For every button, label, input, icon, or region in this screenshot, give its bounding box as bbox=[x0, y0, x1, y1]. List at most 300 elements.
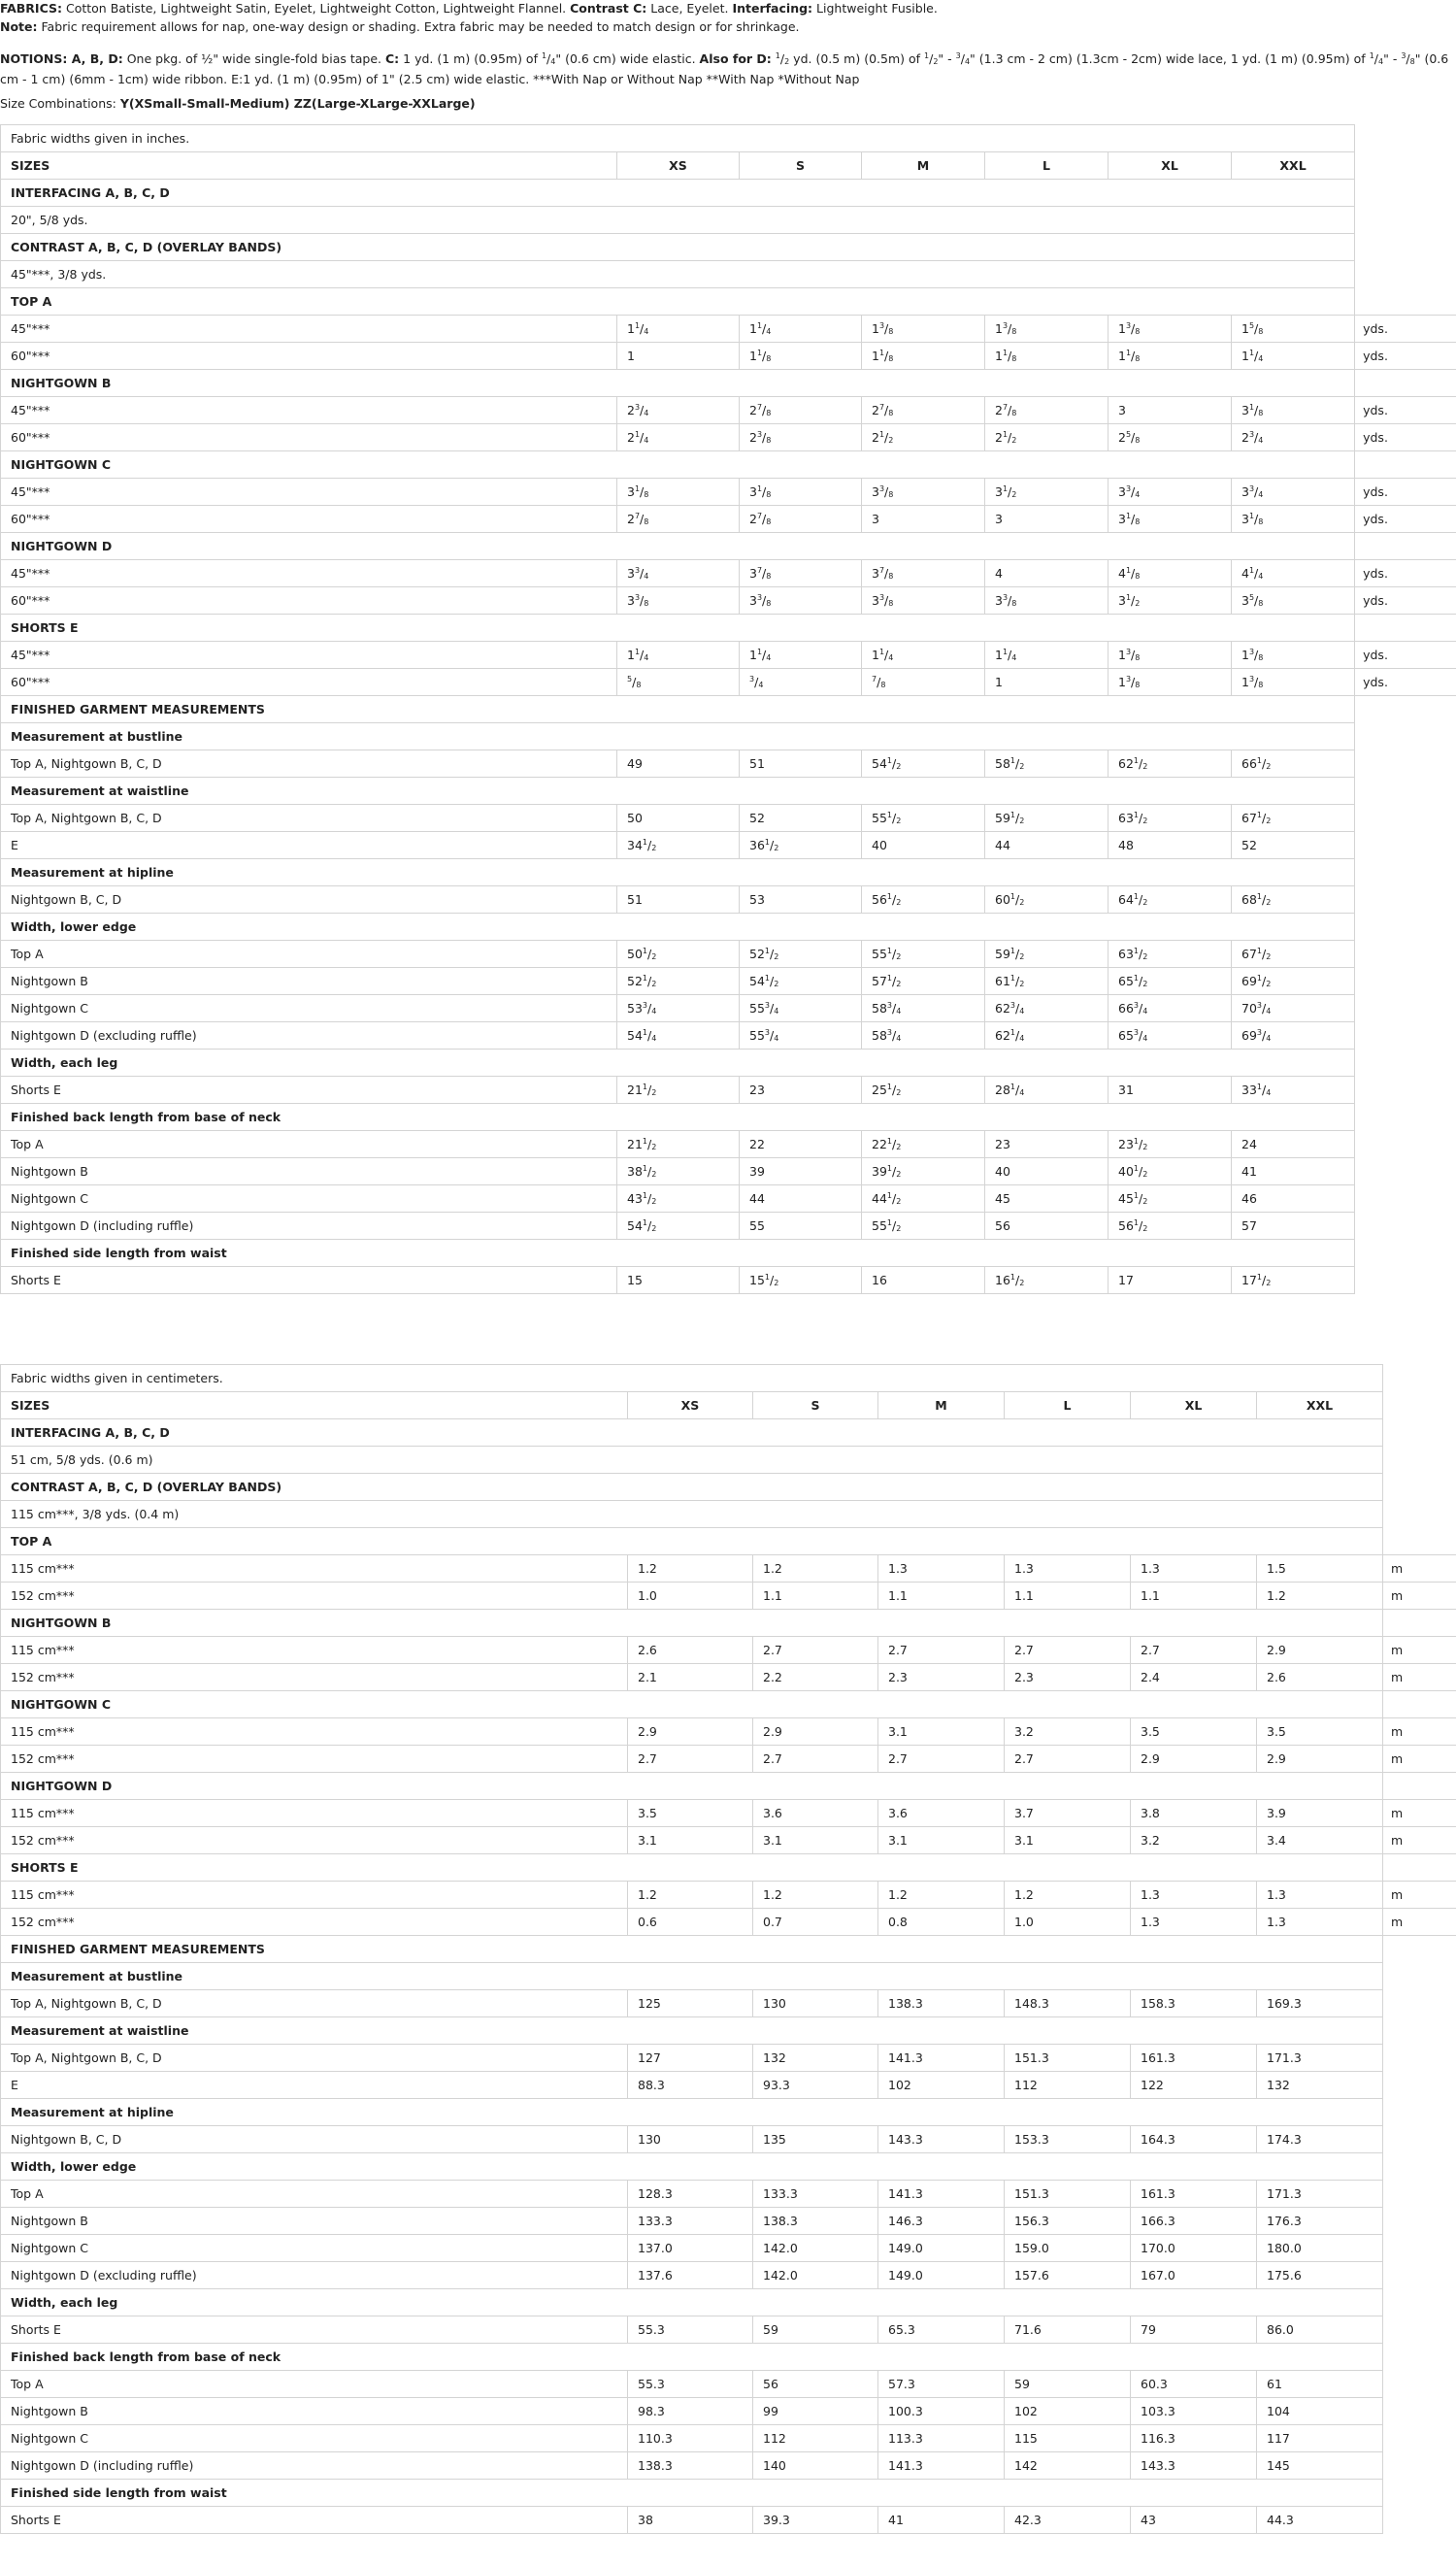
cell-xxl: $3^5/_8$ bbox=[1232, 587, 1355, 615]
unit-cell: yds. bbox=[1355, 587, 1456, 615]
unit-cell: m bbox=[1383, 1583, 1456, 1610]
section-header: INTERFACING A, B, C, D bbox=[1, 1419, 1383, 1447]
fraction: $^3/_8$ bbox=[1002, 593, 1017, 608]
cell-l: $3^1/_2$ bbox=[985, 479, 1109, 506]
fraction: $^1/_4$ bbox=[878, 648, 894, 662]
fraction: $^1/_2$ bbox=[1133, 1164, 1148, 1179]
fraction: $^3/_4$ bbox=[749, 675, 764, 689]
table-row bbox=[1, 1664, 1456, 1691]
fraction: $^1/_4$ bbox=[1009, 1028, 1025, 1043]
fraction: $^1/_2$ bbox=[1009, 811, 1025, 825]
cell-m: 1.3 bbox=[878, 1555, 1005, 1583]
cell-m: $58^3/_4$ bbox=[862, 995, 985, 1022]
row-label: Nightgown B bbox=[1, 2208, 628, 2235]
cell-xl: 2.7 bbox=[1131, 1637, 1257, 1664]
notions-c-label: C: bbox=[384, 51, 400, 66]
table-row bbox=[1, 2316, 1456, 2344]
spacer-cell bbox=[1383, 2371, 1456, 2398]
cell-m: 3.6 bbox=[878, 1800, 1005, 1827]
row-label: Top A bbox=[1, 2181, 628, 2208]
cell-xxl: $69^3/_4$ bbox=[1232, 1022, 1355, 1050]
fraction: $^1/_4$ bbox=[1002, 648, 1017, 662]
cell-xs: $43^1/_2$ bbox=[617, 1185, 740, 1213]
size-header-xs: XS bbox=[617, 152, 740, 180]
row-label: Nightgown C bbox=[1, 2425, 628, 2452]
section-info: 115 cm***, 3/8 yds. (0.4 m) bbox=[1, 1501, 1383, 1528]
cell-s: 135 bbox=[753, 2126, 878, 2153]
spacer-cell bbox=[1383, 2208, 1456, 2235]
cell-m: $3^3/_8$ bbox=[862, 587, 985, 615]
spacer-cell bbox=[1355, 859, 1456, 886]
fraction: $^3/_8$ bbox=[756, 430, 772, 445]
cell-m: $55^1/_2$ bbox=[862, 805, 985, 832]
cell-xs: 110.3 bbox=[628, 2425, 753, 2452]
cell-xs: 55.3 bbox=[628, 2316, 753, 2344]
cell-s: 3.6 bbox=[753, 1800, 878, 1827]
row-label: Top A bbox=[1, 1131, 617, 1158]
contrast-label: Contrast C: bbox=[570, 1, 647, 16]
cell-xs: 2.6 bbox=[628, 1637, 753, 1664]
fraction: $^3/_8$ bbox=[878, 593, 894, 608]
cell-xxl: $70^3/_4$ bbox=[1232, 995, 1355, 1022]
fraction: $^1/_4$ bbox=[1248, 349, 1264, 363]
row-label: Nightgown B bbox=[1, 2398, 628, 2425]
cell-l: $61^1/_2$ bbox=[985, 968, 1109, 995]
table-row bbox=[1, 1583, 1456, 1610]
fabrics-line bbox=[0, 1, 1456, 17]
fraction: $^1/_2$ bbox=[642, 947, 657, 961]
cell-xs: $3^3/_8$ bbox=[617, 587, 740, 615]
cell-xl: $1^3/_8$ bbox=[1109, 669, 1232, 696]
size-header-xl: XL bbox=[1131, 1392, 1257, 1419]
section-header-row bbox=[1, 723, 1456, 750]
spacer-cell bbox=[1383, 1963, 1456, 1990]
cell-s: $55^3/_4$ bbox=[740, 995, 862, 1022]
table-row bbox=[1, 2371, 1456, 2398]
cell-xl: $65^3/_4$ bbox=[1109, 1022, 1232, 1050]
cell-xxl: 176.3 bbox=[1257, 2208, 1383, 2235]
table-row bbox=[1, 1990, 1456, 2017]
section-header-row bbox=[1, 615, 1456, 642]
cell-s: $3^1/_8$ bbox=[740, 479, 862, 506]
spacer-cell bbox=[1383, 2045, 1456, 2072]
spacer-cell bbox=[1355, 1022, 1456, 1050]
fraction: $^1/_2$ bbox=[642, 1191, 657, 1206]
cell-s: 99 bbox=[753, 2398, 878, 2425]
cell-xxl: $69^1/_2$ bbox=[1232, 968, 1355, 995]
cell-l: 56 bbox=[985, 1213, 1109, 1240]
spacer-cell bbox=[1355, 234, 1456, 261]
caption-row bbox=[1, 1365, 1456, 1392]
spacer-cell bbox=[1355, 1158, 1456, 1185]
fraction: $^3/_4$ bbox=[1256, 1028, 1272, 1043]
spacer-cell bbox=[1383, 2099, 1456, 2126]
cell-xxl: 174.3 bbox=[1257, 2126, 1383, 2153]
cell-xxl: 104 bbox=[1257, 2398, 1383, 2425]
cell-l: 153.3 bbox=[1005, 2126, 1131, 2153]
fraction: $^1/_2$ bbox=[1133, 1137, 1148, 1151]
unit-cell: m bbox=[1383, 1827, 1456, 1854]
fraction: $^1/_2$ bbox=[1009, 1273, 1025, 1287]
cell-xxl: 3.5 bbox=[1257, 1718, 1383, 1746]
table-row bbox=[1, 2208, 1456, 2235]
spacer-cell bbox=[1383, 1936, 1456, 1963]
fraction: $^3/_4$ bbox=[1248, 484, 1264, 499]
section-header: TOP A bbox=[1, 1528, 1383, 1555]
cell-xs: $52^1/_2$ bbox=[617, 968, 740, 995]
cell-l: $62^3/_4$ bbox=[985, 995, 1109, 1022]
caption-row bbox=[1, 125, 1456, 152]
size-header-l: L bbox=[985, 152, 1109, 180]
cell-l: $1^1/_4$ bbox=[985, 642, 1109, 669]
section-header: Measurement at hipline bbox=[1, 2099, 1383, 2126]
notions-text: 1 yd. (1 m) (0.95m) of bbox=[403, 51, 542, 66]
cell-xl: 170.0 bbox=[1131, 2235, 1257, 2262]
cell-xs: 137.0 bbox=[628, 2235, 753, 2262]
fraction: $^1/_2$ bbox=[1002, 430, 1017, 445]
cell-xxl: $3^1/_8$ bbox=[1232, 506, 1355, 533]
cell-xxl: 3.4 bbox=[1257, 1827, 1383, 1854]
size-header-xxl: XXL bbox=[1232, 152, 1355, 180]
fraction: $^7/_8$ bbox=[756, 403, 772, 417]
section-header-row bbox=[1, 859, 1456, 886]
spacer-cell bbox=[1355, 914, 1456, 941]
fraction: $^1/_4$ bbox=[1369, 51, 1384, 66]
fraction: $^1/_2$ bbox=[1256, 811, 1272, 825]
spacer-cell bbox=[1355, 995, 1456, 1022]
fraction: $^3/_4$ bbox=[1125, 484, 1141, 499]
table-row bbox=[1, 2425, 1456, 2452]
row-label: 60"*** bbox=[1, 343, 617, 370]
size-header-m: M bbox=[878, 1392, 1005, 1419]
row-label: Shorts E bbox=[1, 1267, 617, 1294]
row-label: Nightgown C bbox=[1, 995, 617, 1022]
section-info-row bbox=[1, 1447, 1456, 1474]
fraction: $^1/_4$ bbox=[634, 430, 649, 445]
fraction: $^1/_2$ bbox=[642, 838, 657, 852]
notions-text: " (1.3 cm - 2 cm) (1.3cm - 2cm) wide lace, 1 yd. (1 m) (0.95m) of bbox=[970, 51, 1370, 66]
section-header: FINISHED GARMENT MEASUREMENTS bbox=[1, 1936, 1383, 1963]
row-label: 115 cm*** bbox=[1, 1882, 628, 1909]
cell-xl: $56^1/_2$ bbox=[1109, 1213, 1232, 1240]
section-header-row bbox=[1, 1610, 1456, 1637]
unit-cell: yds. bbox=[1355, 316, 1456, 343]
cell-s: $2^7/_8$ bbox=[740, 506, 862, 533]
cell-s bbox=[740, 669, 862, 696]
section-header-row bbox=[1, 2099, 1456, 2126]
table-caption: Fabric widths given in centimeters. bbox=[1, 1365, 1383, 1392]
cell-xl: 17 bbox=[1109, 1267, 1232, 1294]
spacer-cell bbox=[1383, 1419, 1456, 1447]
cell-xs: 3.1 bbox=[628, 1827, 753, 1854]
cell-xxl: 2.6 bbox=[1257, 1664, 1383, 1691]
size-combinations-label: Size Combinations: bbox=[0, 96, 120, 111]
cell-s: $1^1/_8$ bbox=[740, 343, 862, 370]
cell-xs: $34^1/_2$ bbox=[617, 832, 740, 859]
section-info-row bbox=[1, 261, 1456, 288]
cell-m: 1.1 bbox=[878, 1583, 1005, 1610]
fraction: $^3/_4$ bbox=[1256, 1001, 1272, 1016]
cell-s: $55^3/_4$ bbox=[740, 1022, 862, 1050]
cell-s: 130 bbox=[753, 1990, 878, 2017]
fraction: $^3/_4$ bbox=[764, 1001, 779, 1016]
fraction: $^3/_8$ bbox=[1125, 321, 1141, 336]
centimeters-table bbox=[0, 1364, 1456, 2534]
size-combinations-value: Y(XSmall-Small-Medium) ZZ(Large-XLarge-XXLarge) bbox=[119, 96, 476, 111]
cell-xxl: 171.3 bbox=[1257, 2181, 1383, 2208]
cell-xs: $2^7/_8$ bbox=[617, 506, 740, 533]
cell-s: 2.9 bbox=[753, 1718, 878, 1746]
fraction: $^5/_8$ bbox=[1248, 321, 1264, 336]
cell-xs: 128.3 bbox=[628, 2181, 753, 2208]
cell-l: 159.0 bbox=[1005, 2235, 1131, 2262]
cell-m: 143.3 bbox=[878, 2126, 1005, 2153]
cell-m: $2^1/_2$ bbox=[862, 424, 985, 451]
fraction: $^1/_2$ bbox=[886, 1191, 902, 1206]
unit-cell: m bbox=[1383, 1664, 1456, 1691]
cell-s: 1.1 bbox=[753, 1583, 878, 1610]
cell-xxl: 171.3 bbox=[1257, 2045, 1383, 2072]
spacer-cell bbox=[1355, 261, 1456, 288]
notions-text: " (0.6 cm - 1 cm) (6mm - 1cm) wide ribbon. E:1 yd. (1 m) (0.95m) of 1" (2.5 cm) wide elastic. ***With Nap or Without Nap **With Nap *Without Nap bbox=[0, 51, 1449, 86]
fraction: $^3/_4$ bbox=[764, 1028, 779, 1043]
cell-l: $3^3/_8$ bbox=[985, 587, 1109, 615]
size-header-xl: XL bbox=[1109, 152, 1232, 180]
section-header: Width, lower edge bbox=[1, 2153, 1383, 2181]
cell-l: 2.3 bbox=[1005, 1664, 1131, 1691]
cell-l: $59^1/_2$ bbox=[985, 941, 1109, 968]
cell-xxl: $67^1/_2$ bbox=[1232, 805, 1355, 832]
sizes-header-row bbox=[1, 152, 1456, 180]
fraction: $^1/_2$ bbox=[1256, 892, 1272, 907]
cell-m: 40 bbox=[862, 832, 985, 859]
cell-s: 3.1 bbox=[753, 1827, 878, 1854]
fraction: $^1/_2$ bbox=[1133, 892, 1148, 907]
also-d-label: Also for D: bbox=[699, 51, 772, 66]
cell-s: $3^7/_8$ bbox=[740, 560, 862, 587]
fraction: $^1/_2$ bbox=[1256, 947, 1272, 961]
fraction: $^3/_4$ bbox=[1133, 1028, 1148, 1043]
cell-m: $54^1/_2$ bbox=[862, 750, 985, 778]
cell-xl: $65^1/_2$ bbox=[1109, 968, 1232, 995]
fraction: $^1/_2$ bbox=[775, 51, 790, 66]
cell-m: 41 bbox=[878, 2507, 1005, 2534]
cell-xxl: 1.2 bbox=[1257, 1583, 1383, 1610]
cell-l: 115 bbox=[1005, 2425, 1131, 2452]
table-row bbox=[1, 1077, 1456, 1104]
cell-l: $1^3/_8$ bbox=[985, 316, 1109, 343]
fraction: $^3/_8$ bbox=[756, 593, 772, 608]
row-label: Nightgown D (excluding ruffle) bbox=[1, 2262, 628, 2289]
cell-m: $57^1/_2$ bbox=[862, 968, 985, 995]
size-header-xs: XS bbox=[628, 1392, 753, 1419]
section-header-row bbox=[1, 1691, 1456, 1718]
section-header-row bbox=[1, 1240, 1456, 1267]
notions-text: One pkg. of ½" wide single-fold bias tape. bbox=[126, 51, 381, 66]
cell-xxl: 44.3 bbox=[1257, 2507, 1383, 2534]
fraction: $^1/_2$ bbox=[886, 1137, 902, 1151]
fraction: $^1/_2$ bbox=[886, 1218, 902, 1233]
spacer-cell bbox=[1355, 832, 1456, 859]
fraction: $^1/_2$ bbox=[886, 947, 902, 961]
section-header-row bbox=[1, 1104, 1456, 1131]
cell-xxl: $68^1/_2$ bbox=[1232, 886, 1355, 914]
spacer-cell bbox=[1383, 1773, 1456, 1800]
cell-s: 52 bbox=[740, 805, 862, 832]
section-header: NIGHTGOWN D bbox=[1, 533, 1355, 560]
row-label: Nightgown C bbox=[1, 1185, 617, 1213]
size-header-s: S bbox=[740, 152, 862, 180]
section-header-row bbox=[1, 914, 1456, 941]
fraction: $^1/_2$ bbox=[642, 1137, 657, 1151]
cell-xs: 1.2 bbox=[628, 1882, 753, 1909]
table-row bbox=[1, 1185, 1456, 1213]
cell-xs: 88.3 bbox=[628, 2072, 753, 2099]
spacer-cell bbox=[1355, 207, 1456, 234]
spacer-cell bbox=[1355, 941, 1456, 968]
cell-s: 59 bbox=[753, 2316, 878, 2344]
cell-xxl: 61 bbox=[1257, 2371, 1383, 2398]
row-label: Top A, Nightgown B, C, D bbox=[1, 805, 617, 832]
cell-xxl: 169.3 bbox=[1257, 1990, 1383, 2017]
fraction: $^1/_2$ bbox=[1133, 1191, 1148, 1206]
cell-xxl: 86.0 bbox=[1257, 2316, 1383, 2344]
table-row bbox=[1, 669, 1456, 696]
spacer-cell bbox=[1355, 1104, 1456, 1131]
row-label: 45"*** bbox=[1, 642, 617, 669]
cell-xl: $3^3/_4$ bbox=[1109, 479, 1232, 506]
cell-s: $2^3/_8$ bbox=[740, 424, 862, 451]
table-row bbox=[1, 2126, 1456, 2153]
row-label: 60"*** bbox=[1, 669, 617, 696]
fraction: $^1/_2$ bbox=[878, 430, 894, 445]
cell-l: 3.2 bbox=[1005, 1718, 1131, 1746]
spacer-cell bbox=[1383, 2235, 1456, 2262]
fraction: $^1/_8$ bbox=[1002, 349, 1017, 363]
row-label: Top A, Nightgown B, C, D bbox=[1, 750, 617, 778]
cell-l: 45 bbox=[985, 1185, 1109, 1213]
spacer-cell bbox=[1383, 1528, 1456, 1555]
cell-s: 1.2 bbox=[753, 1555, 878, 1583]
cell-m: $58^3/_4$ bbox=[862, 1022, 985, 1050]
table-row bbox=[1, 1882, 1456, 1909]
cell-xxl: $1^3/_8$ bbox=[1232, 642, 1355, 669]
cell-xs: 2.1 bbox=[628, 1664, 753, 1691]
fraction: $^3/_4$ bbox=[1133, 1001, 1148, 1016]
table-caption: Fabric widths given in inches. bbox=[1, 125, 1355, 152]
cell-l: $16^1/_2$ bbox=[985, 1267, 1109, 1294]
cell-l: $1^1/_8$ bbox=[985, 343, 1109, 370]
section-header: NIGHTGOWN C bbox=[1, 1691, 1383, 1718]
size-combinations-line bbox=[0, 96, 1456, 112]
cell-xs: 1.0 bbox=[628, 1583, 753, 1610]
section-header-row bbox=[1, 696, 1456, 723]
cell-xl: $66^3/_4$ bbox=[1109, 995, 1232, 1022]
cell-xs: $21^1/_2$ bbox=[617, 1131, 740, 1158]
cell-m: 1.2 bbox=[878, 1882, 1005, 1909]
cell-xxl: 41 bbox=[1232, 1158, 1355, 1185]
row-label: Nightgown D (including ruffle) bbox=[1, 1213, 617, 1240]
fraction: $^1/_8$ bbox=[634, 484, 649, 499]
cell-s: 93.3 bbox=[753, 2072, 878, 2099]
unit-cell: yds. bbox=[1355, 506, 1456, 533]
fraction: $^1/_2$ bbox=[642, 974, 657, 988]
row-label: Nightgown B, C, D bbox=[1, 886, 617, 914]
spacer-cell bbox=[1383, 2153, 1456, 2181]
fraction: $^1/_2$ bbox=[642, 1218, 657, 1233]
size-header-s: S bbox=[753, 1392, 878, 1419]
fraction: $^3/_8$ bbox=[1125, 648, 1141, 662]
cell-xl: 3.8 bbox=[1131, 1800, 1257, 1827]
cell-xl: 143.3 bbox=[1131, 2452, 1257, 2480]
section-header: Finished side length from waist bbox=[1, 2480, 1383, 2507]
row-label: Top A bbox=[1, 941, 617, 968]
row-label: 152 cm*** bbox=[1, 1664, 628, 1691]
table-row bbox=[1, 1213, 1456, 1240]
cell-xs: $38^1/_2$ bbox=[617, 1158, 740, 1185]
section-header: TOP A bbox=[1, 288, 1355, 316]
section-header-row bbox=[1, 1528, 1456, 1555]
fraction: $^3/_4$ bbox=[1009, 1001, 1025, 1016]
cell-l: $59^1/_2$ bbox=[985, 805, 1109, 832]
row-label: Nightgown D (including ruffle) bbox=[1, 2452, 628, 2480]
spacer-cell bbox=[1383, 2017, 1456, 2045]
table-row bbox=[1, 1555, 1456, 1583]
cell-xxl: $3^1/_8$ bbox=[1232, 397, 1355, 424]
table-row bbox=[1, 2398, 1456, 2425]
cell-xl: $1^3/_8$ bbox=[1109, 316, 1232, 343]
cell-m: $39^1/_2$ bbox=[862, 1158, 985, 1185]
row-label: Top A bbox=[1, 2371, 628, 2398]
row-label: Shorts E bbox=[1, 2316, 628, 2344]
cell-xxl: 2.9 bbox=[1257, 1746, 1383, 1773]
inches-table bbox=[0, 124, 1456, 1294]
cell-xs bbox=[617, 669, 740, 696]
cell-s: $2^7/_8$ bbox=[740, 397, 862, 424]
fraction: $^1/_2$ bbox=[642, 1164, 657, 1179]
fraction: $^1/_2$ bbox=[1256, 756, 1272, 771]
cell-l: $60^1/_2$ bbox=[985, 886, 1109, 914]
cell-l: 2.7 bbox=[1005, 1637, 1131, 1664]
cell-m: 3 bbox=[862, 506, 985, 533]
cell-xl: 103.3 bbox=[1131, 2398, 1257, 2425]
section-header: Measurement at waistline bbox=[1, 778, 1355, 805]
section-header-row bbox=[1, 1773, 1456, 1800]
section-header-row bbox=[1, 2289, 1456, 2316]
fraction: $^1/_8$ bbox=[878, 349, 894, 363]
section-header: Finished back length from base of neck bbox=[1, 2344, 1383, 2371]
table-row bbox=[1, 1022, 1456, 1050]
row-label: 45"*** bbox=[1, 397, 617, 424]
unit-cell: m bbox=[1383, 1555, 1456, 1583]
spacer-cell bbox=[1383, 1474, 1456, 1501]
cell-xl: $1^1/_8$ bbox=[1109, 343, 1232, 370]
cell-xxl: $2^3/_4$ bbox=[1232, 424, 1355, 451]
table-row bbox=[1, 750, 1456, 778]
cell-l: 40 bbox=[985, 1158, 1109, 1185]
fraction: $^3/_8$ bbox=[878, 321, 894, 336]
cell-s: 23 bbox=[740, 1077, 862, 1104]
cell-m: $55^1/_2$ bbox=[862, 1213, 985, 1240]
cell-m: 113.3 bbox=[878, 2425, 1005, 2452]
table-row bbox=[1, 832, 1456, 859]
spacer-cell bbox=[1355, 451, 1456, 479]
table-row bbox=[1, 941, 1456, 968]
spacer-cell bbox=[1383, 2262, 1456, 2289]
cell-xxl: 1.3 bbox=[1257, 1882, 1383, 1909]
cell-xs: 51 bbox=[617, 886, 740, 914]
cell-xxl: 24 bbox=[1232, 1131, 1355, 1158]
